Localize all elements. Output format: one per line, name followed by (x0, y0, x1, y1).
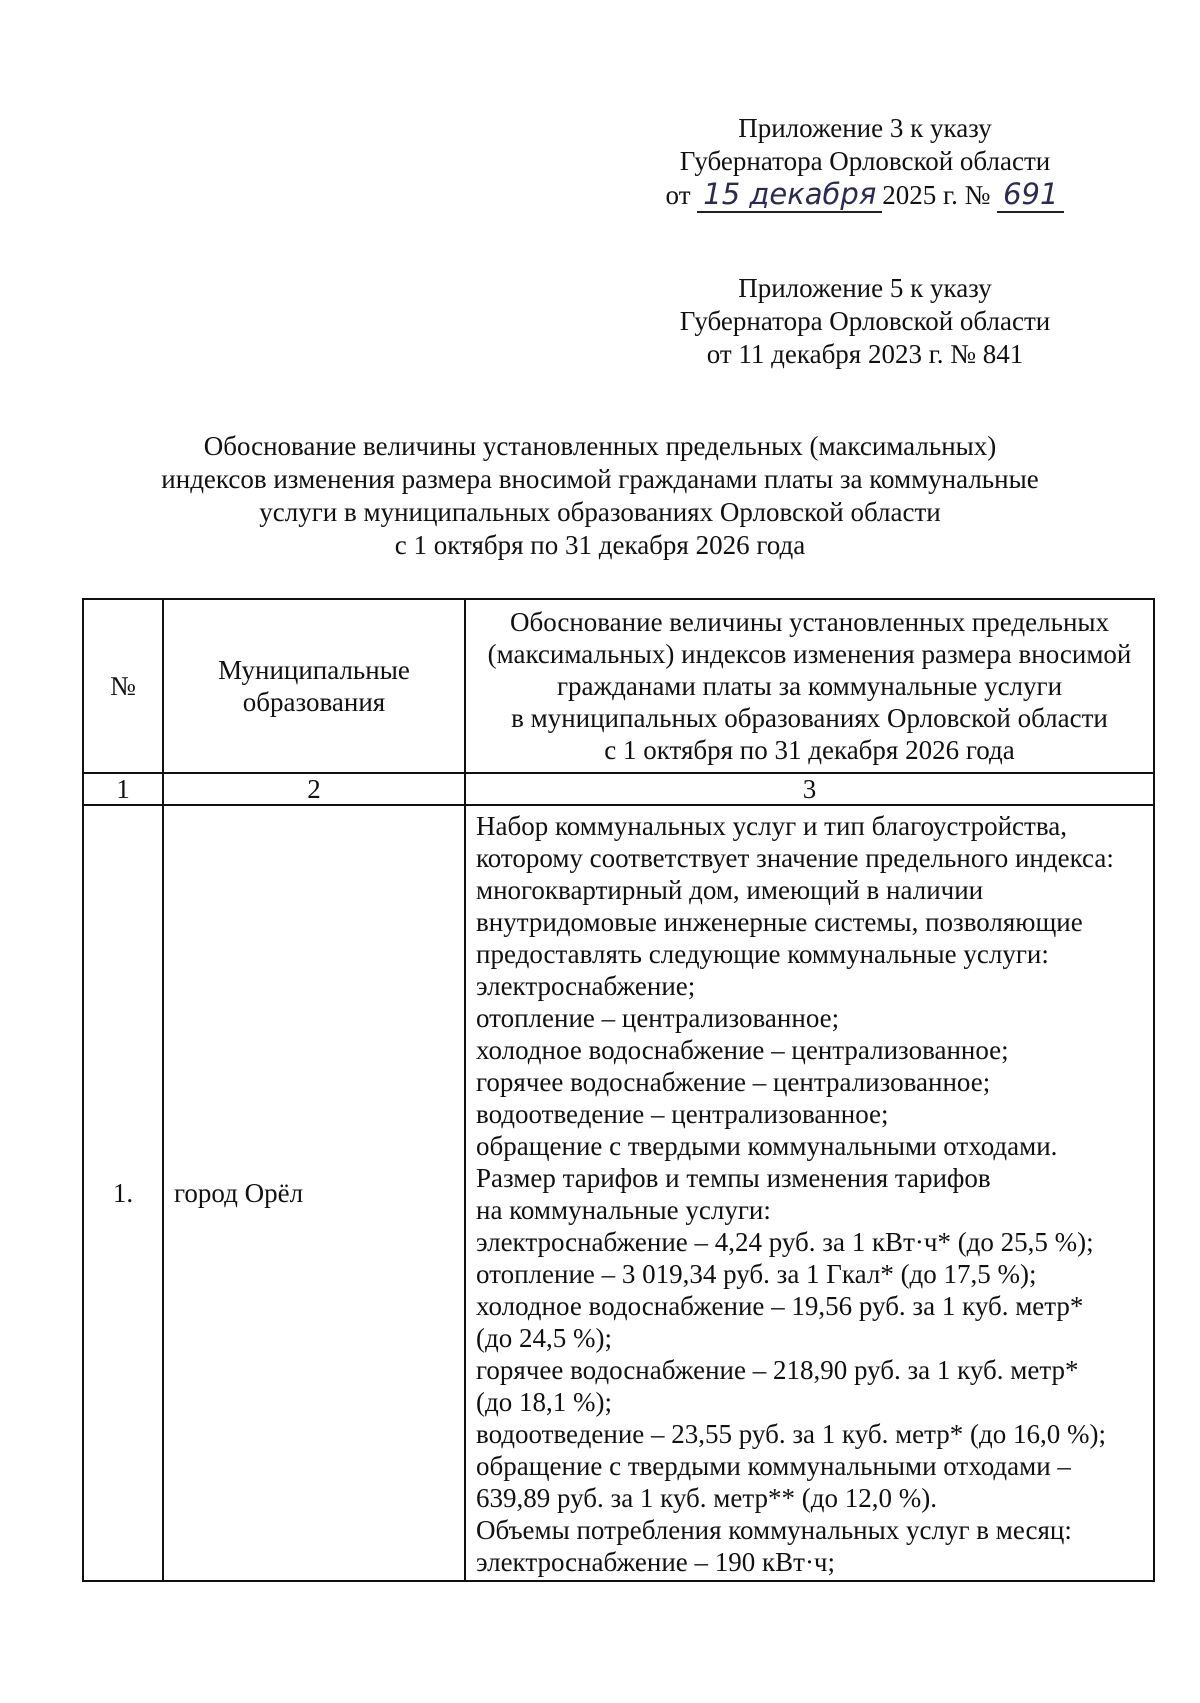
justification-line: 639,89 руб. за 1 куб. метр** (до 12,0 %). (476, 1483, 937, 1513)
justification-line: отопление – 3 019,34 руб. за 1 Гкал* (до 17,5 %); (476, 1259, 1037, 1289)
header-justification-line: (максимальных) индексов изменения размера вносимой (487, 639, 1132, 669)
justification-line: многоквартирный дом, имеющий в наличии (476, 875, 984, 905)
justification-line: Набор коммунальных услуг и тип благоустройства, (476, 811, 1067, 841)
justification-line: предоставлять следующие коммунальные услуги: (476, 939, 1049, 969)
table-header-row (83, 599, 1154, 773)
justification-line: внутридомовые инженерные системы, позволяющие (476, 907, 1083, 937)
column-number: 1 (83, 773, 163, 805)
title-line2: индексов изменения размера вносимой гражданами платы за коммунальные (161, 464, 1039, 494)
handwritten-number: 691 (997, 178, 1064, 213)
appendix-current-line2: Губернатора Орловской области (679, 146, 1051, 176)
row-justification (465, 805, 1154, 1581)
justification-line: холодное водоснабжение – 19,56 руб. за 1 куб. метр* (476, 1291, 1084, 1321)
handwritten-date: 15 декабря (697, 178, 882, 213)
justification-line: (до 24,5 %); (476, 1323, 612, 1353)
header-municipality-line2: образования (242, 687, 386, 717)
justification-line: холодное водоснабжение – централизованное; (476, 1035, 1009, 1065)
justification-line: Размер тарифов и темпы изменения тарифов (476, 1163, 991, 1193)
justification-line: обращение с твердыми коммунальными отходами. (476, 1131, 1058, 1161)
justification-table (82, 598, 1155, 1582)
header-justification-line: Обоснование величины установленных предельных (509, 607, 1110, 637)
appendix-current-line1: Приложение 3 к указу (738, 113, 992, 143)
justification-line: электроснабжение – 4,24 руб. за 1 кВт·ч* (до 25,5 %); (476, 1227, 1094, 1257)
title-line3: услуги в муниципальных образованиях Орловской области (259, 497, 941, 527)
header-justification (465, 599, 1154, 773)
title-line4: с 1 октября по 31 декабря 2026 года (394, 530, 806, 560)
row-number: 1. (83, 805, 163, 1581)
row-municipality: город Орёл (163, 805, 465, 1581)
appendix-current-year: 2025 г. № (882, 180, 991, 210)
appendix-current-prefix: от (665, 180, 691, 210)
appendix-current-line3 (600, 178, 1130, 213)
appendix-previous-line3: от 11 декабря 2023 г. № 841 (706, 339, 1024, 369)
justification-line: горячее водоснабжение – централизованное; (476, 1067, 991, 1097)
header-municipality (163, 599, 465, 773)
justification-line: на коммунальные услуги: (476, 1195, 771, 1225)
justification-line: обращение с твердыми коммунальными отходами – (476, 1451, 1071, 1481)
justification-line: водоотведение – централизованное; (476, 1099, 889, 1129)
header-municipality-line1: Муниципальные (218, 655, 410, 685)
appendix-previous-line1: Приложение 5 к указу (738, 273, 992, 303)
justification-line: горячее водоснабжение – 218,90 руб. за 1 куб. метр* (476, 1355, 1079, 1385)
column-number: 3 (465, 773, 1154, 805)
title-line1: Обоснование величины установленных предельных (максимальных) (203, 431, 997, 461)
column-number: 2 (163, 773, 465, 805)
justification-line: Объемы потребления коммунальных услуг в месяц: (476, 1515, 1072, 1545)
header-justification-line: в муниципальных образованиях Орловской области (511, 703, 1108, 733)
appendix-previous-line2: Губернатора Орловской области (679, 306, 1051, 336)
header-num: № (83, 599, 163, 773)
justification-line: отопление – централизованное; (476, 1003, 840, 1033)
justification-line: электроснабжение – 190 кВт·ч; (476, 1547, 836, 1577)
column-number-row (83, 773, 1154, 805)
justification-line: которому соответствует значение предельного индекса: (476, 843, 1114, 873)
table-row (83, 805, 1154, 1581)
header-justification-line: с 1 октября по 31 декабря 2026 года (604, 735, 1015, 765)
appendix-previous-header (600, 272, 1130, 371)
appendix-current-header (600, 112, 1130, 213)
justification-line: электроснабжение; (476, 971, 696, 1001)
document-title (100, 430, 1100, 562)
justification-line: водоотведение – 23,55 руб. за 1 куб. метр* (до 16,0 %); (476, 1419, 1106, 1449)
justification-line: (до 18,1 %); (476, 1387, 612, 1417)
header-justification-line: гражданами платы за коммунальные услуги (556, 671, 1063, 701)
